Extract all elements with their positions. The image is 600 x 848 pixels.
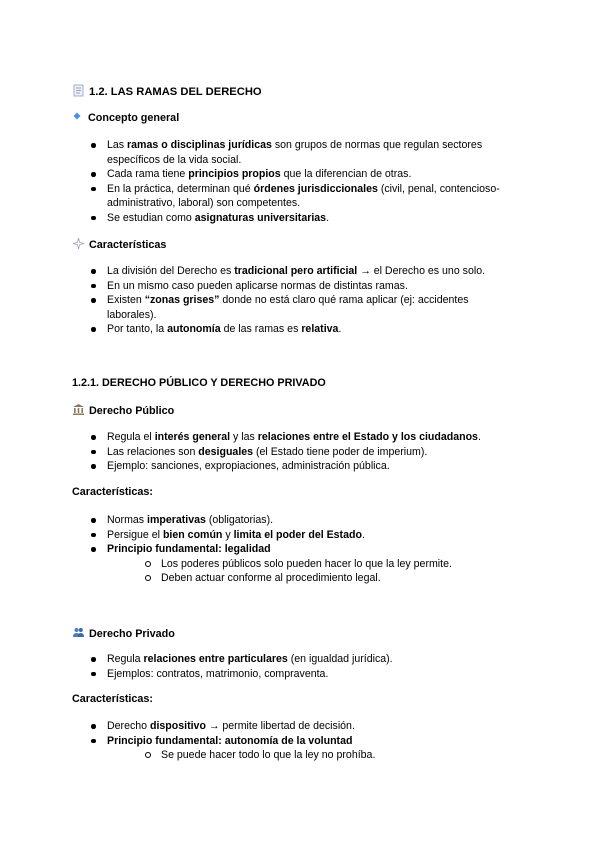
text-run: (el Estado tiene poder de imperium). — [253, 445, 428, 458]
text-run: Las relaciones son — [107, 445, 199, 458]
list-item — [89, 445, 509, 460]
bold-text: interés general — [154, 431, 231, 443]
list-item — [89, 264, 509, 279]
privado-heading-text: Derecho Privado — [89, 628, 175, 640]
bold-text: desiguales — [198, 445, 254, 458]
list-item — [89, 667, 509, 682]
caracteristicas-list — [89, 264, 509, 337]
text-run: Ejemplos: contratos, matrimonio, compraventa. — [107, 667, 329, 680]
text-run: Regula — [107, 653, 144, 665]
bold-text: Principio fundamental: legalidad — [107, 543, 271, 556]
privado-list — [89, 652, 509, 681]
privado-heading — [72, 626, 175, 640]
caracteristicas-heading — [72, 237, 166, 251]
text-run: En la práctica, determinan qué — [107, 182, 254, 195]
publico-heading — [72, 403, 174, 417]
list-item — [89, 430, 509, 445]
bold-text: autonomía — [167, 323, 221, 336]
list-item — [89, 459, 509, 474]
bold-text: relativa — [301, 323, 339, 336]
text-run: Normas — [107, 514, 148, 526]
text-run: Cada rama tiene — [107, 168, 189, 181]
caracteristicas-heading-text: Características — [89, 239, 167, 251]
sub-list — [107, 557, 509, 586]
text-run: Persigue el — [107, 528, 163, 541]
list-item — [89, 138, 509, 167]
list-item — [89, 182, 509, 211]
text-run: . — [338, 323, 342, 336]
text-run: . — [477, 431, 481, 443]
list-item — [89, 652, 509, 667]
classical-building-icon — [72, 403, 85, 416]
bold-text: dispositivo — [150, 720, 206, 732]
text-run: Derecho — [107, 720, 150, 732]
privado-char-heading-text: Características: — [72, 693, 154, 705]
text-run: de las ramas es — [220, 323, 302, 336]
subsection-title — [72, 377, 326, 389]
text-run: Por tanto, la — [107, 323, 168, 336]
text-run: La división del Derecho es — [107, 265, 235, 277]
bold-text: relaciones entre el Estado y los ciudadanos — [257, 431, 478, 443]
bold-text: ramas o disciplinas jurídicas — [127, 139, 272, 151]
list-item — [89, 513, 509, 528]
text-run: y las — [230, 431, 258, 443]
bold-text: limita el poder del Estado — [233, 528, 362, 541]
list-item — [89, 528, 509, 543]
sub-list-item: Los poderes públicos solo pueden hacer lo que la ley permite. — [143, 557, 509, 572]
bold-text: “zonas grises” — [144, 294, 220, 307]
text-run: → el Derecho es uno solo. — [357, 265, 486, 277]
publico-char-heading-text: Características: — [72, 486, 154, 498]
text-run: . — [361, 528, 365, 541]
text-run: que la diferencian de otras. — [280, 168, 412, 181]
list-item — [89, 322, 509, 337]
section-title — [72, 84, 262, 98]
blue-diamond-icon — [72, 111, 82, 121]
bold-text: asignaturas universitarias — [194, 211, 327, 224]
sub-list-item: Se puede hacer todo lo que la ley no prohíba. — [143, 748, 509, 763]
sub-list — [107, 748, 509, 763]
list-item — [89, 167, 509, 182]
text-run: → permite libertad de decisión. — [205, 720, 355, 732]
bold-text: principios propios — [188, 168, 281, 181]
text-run: (en igualdad jurídica). — [287, 653, 393, 665]
text-run: (obligatorias). — [205, 514, 274, 526]
publico-char-heading — [72, 486, 153, 498]
publico-heading-text: Derecho Público — [89, 405, 175, 417]
text-run: (civil, penal, contencioso-administrativo, laboral) son competentes. — [107, 182, 500, 210]
text-run: y — [222, 528, 234, 541]
text-run: Ejemplo: sanciones, expropiaciones, administración pública. — [107, 460, 390, 473]
bold-text: relaciones entre particulares — [143, 653, 288, 665]
list-item — [89, 279, 509, 294]
section-title-text: 1.2. LAS RAMAS DEL DERECHO — [89, 86, 262, 98]
publico-char-list — [89, 513, 509, 586]
text-run: Existen — [107, 294, 145, 307]
list-item — [89, 734, 509, 763]
memo-icon — [72, 84, 85, 97]
bold-text: bien común — [162, 528, 223, 541]
list-item — [89, 719, 509, 734]
concepto-list — [89, 138, 509, 226]
list-item — [89, 293, 509, 322]
privado-char-list — [89, 719, 509, 763]
publico-list — [89, 430, 509, 474]
text-run: Las — [107, 139, 128, 151]
concepto-heading-text: Concepto general — [88, 112, 180, 124]
privado-char-heading — [72, 693, 153, 705]
subsection-title-text: 1.2.1. DERECHO PÚBLICO Y DERECHO PRIVADO — [72, 377, 326, 389]
people-icon — [72, 626, 85, 639]
sparkles-icon — [72, 237, 85, 250]
text-run: donde no está claro qué rama aplicar (ej: accidentes laborales). — [107, 294, 469, 321]
concepto-heading — [72, 111, 179, 124]
text-run: En un mismo caso pueden aplicarse normas de distintas ramas. — [107, 279, 408, 292]
bold-text: Principio fundamental: autonomía de la voluntad — [107, 734, 353, 747]
list-item — [89, 211, 509, 226]
text-run: Regula el — [107, 431, 155, 443]
text-run: . — [326, 211, 330, 224]
list-item — [89, 542, 509, 586]
text-run: Se estudian como — [107, 211, 195, 224]
text-run: son grupos de normas que regulan sectores específicos de la vida social. — [107, 139, 483, 166]
bold-text: imperativas — [147, 514, 206, 526]
bold-text: tradicional pero artificial — [234, 265, 358, 277]
sub-list-item: Deben actuar conforme al procedimiento legal. — [143, 571, 509, 586]
bold-text: órdenes jurisdiccionales — [253, 182, 378, 195]
